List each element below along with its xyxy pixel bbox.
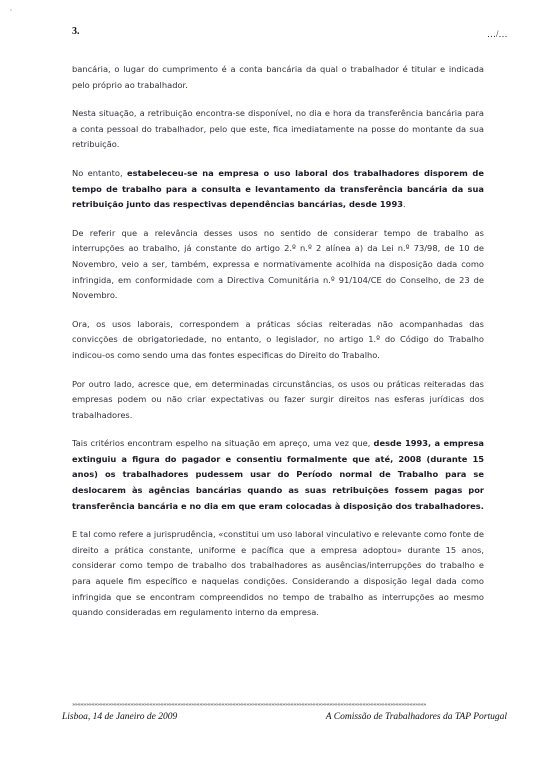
text-segment: . (403, 199, 406, 210)
paragraph (72, 317, 484, 364)
continuation-mark: …/… (487, 29, 508, 39)
paragraph (72, 106, 484, 153)
text-segment: De referir que a relevância desses usos no sentido de considerar tempo de trabalho as interrupções ao trabalho, já constante do artigo 2.º n.º 2 alínea a) da Lei n.º 73/98, de 10 de Novembro, veio a ser, também, expressa e normativamente acolhida na disposição dada como infringida, em conformidade com a Directiva Comunitária n.º 91/104/CE do Conselho, de 23 de Novembro. (72, 227, 484, 301)
page-number: 3. (72, 26, 80, 37)
paragraph (72, 377, 484, 424)
bold-text: desde 1993, a empresa extinguiu a figura do pagador e consentiu formalmente que até, 2008 (durante 15 anos) os trabalhadores pudessem usar do Período normal de Trabalho para se deslocarem às agências bancárias quando as suas retribuições fossem pagas por transferência bancária e no dia em que eram colocadas à disposição dos trabalhadores. (72, 438, 484, 511)
text-segment: Nesta situação, a retribuição encontra-se disponível, no dia e hora da transferência bancária para a conta pessoal do trabalhador, pelo que este, fica imediatamente na posse do montante da sua retribuição. (72, 108, 484, 150)
footer-date: Lisboa, 14 de Janeiro de 2009 (62, 712, 178, 722)
text-segment: E tal como refere a jurisprudência, «constitui um uso laboral vinculativo e relevante como fonte de direito a prática constante, uniforme e pacífica que a empresa adoptou» durante 15 anos, considerar como tempo de trabalho dos trabalhadores as ausências/interrupções do trabalho e para aquele fim específico e naquelas condições. Considerando a disposição legal dada como infringida que se encontram compreendidos no tempo de trabalho as interrupções ao mesmo quando consideradas em regulamento interno da empresa. (72, 529, 484, 618)
scan-mark: ' (10, 8, 12, 16)
paragraph (72, 166, 484, 213)
paragraph (72, 527, 484, 621)
footer-divider: »»»»»»»»»»»»»»»»»»»»»»»»»»»»»»»»»»»»»»»»»»»»»»»»»»»»»»»»»»»»»»»»»»»»»»»»»»»»»»»»»»»»»»»»»»»»»»»»»»»»»»»»»»»»»»»»»»»»»»»»»»»»»»»» (72, 702, 426, 708)
paragraph (72, 226, 484, 304)
paragraph (72, 436, 484, 514)
paragraph (72, 62, 484, 93)
text-segment: No entanto, (72, 167, 127, 178)
bold-text: estabeleceu-se na empresa o uso laboral dos trabalhadores disporem de tempo de trabalho para a consulta e levantamento da transferência bancária da sua retribuição junto das respectivas dependências bancárias, desde 1993 (72, 167, 484, 210)
footer-signature: A Comissão de Trabalhadores da TAP Portugal (325, 712, 507, 722)
document-body (72, 62, 484, 634)
text-segment: bancária, o lugar do cumprimento é a conta bancária da qual o trabalhador é titular e indicada pelo próprio ao trabalhador. (72, 64, 484, 90)
text-segment: Tais critérios encontram espelho na situação em apreço, uma vez que, (72, 438, 374, 449)
text-segment: Por outro lado, acresce que, em determinadas circunstâncias, os usos ou práticas reiteradas das empresas podem ou não criar expectativas ou fazer surgir direitos nas esferas jurídicas dos trabalhadores. (72, 378, 484, 420)
text-segment: Ora, os usos laborais, correspondem a práticas sócias reiteradas não acompanhadas das convicções de obrigatoriedade, no entanto, o legislador, no artigo 1.º do Código do Trabalho indicou-os como sendo uma das fontes especificas do Direito do Trabalho. (72, 318, 484, 360)
